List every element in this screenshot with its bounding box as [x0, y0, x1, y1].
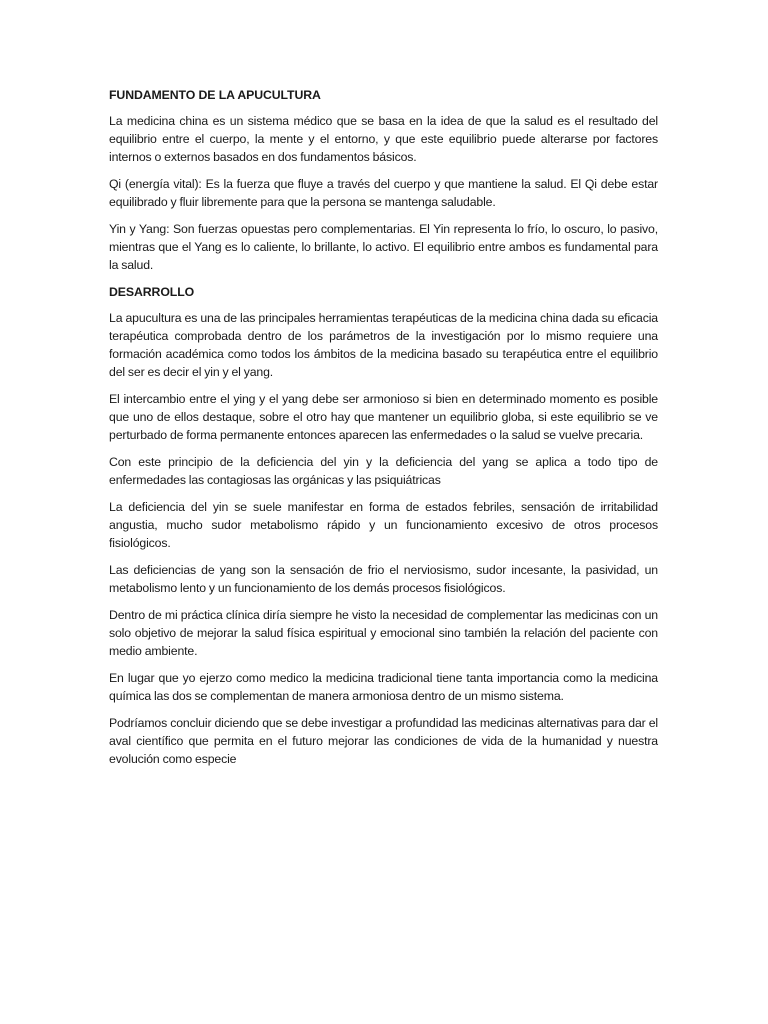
paragraph: Podríamos concluir diciendo que se debe investigar a profundidad las medicinas alternativas para dar el aval científico que permita en el futuro mejorar las condiciones de vida de la humanidad y nuestra evolución como especie [109, 716, 658, 766]
section-heading-desarrollo: DESARROLLO [109, 285, 195, 299]
paragraph: Con este principio de la deficiencia del yin y la deficiencia del yang se aplica a todo tipo de enfermedades las contagiosas las orgánicas y las psiquiátricas [109, 455, 658, 487]
document-body [109, 86, 658, 777]
paragraph: Las deficiencias de yang son la sensación de frio el nerviosismo, sudor incesante, la pasividad, un metabolismo lento y un funcionamiento de los demás procesos fisiológicos. [109, 563, 658, 595]
section-heading-fundamento: FUNDAMENTO DE LA APUCULTURA [109, 88, 321, 102]
paragraph: En lugar que yo ejerzo como medico la medicina tradicional tiene tanta importancia como la medicina química las dos se complementan de manera armoniosa dentro de un mismo sistema. [109, 671, 658, 703]
paragraph: Qi (energía vital): Es la fuerza que fluye a través del cuerpo y que mantiene la salud. El Qi debe estar equilibrado y fluir libremente para que la persona se mantenga saludable. [109, 177, 658, 209]
paragraph: La medicina china es un sistema médico que se basa en la idea de que la salud es el resultado del equilibrio entre el cuerpo, la mente y el entorno, y que este equilibrio puede alterarse por factores internos o externos basados en dos fundamentos básicos. [109, 114, 658, 164]
paragraph: Yin y Yang: Son fuerzas opuestas pero complementarias. El Yin representa lo frío, lo oscuro, lo pasivo, mientras que el Yang es lo caliente, lo brillante, lo activo. El equilibrio entre ambos es fundamental para la salud. [109, 222, 658, 272]
paragraph: La apucultura es una de las principales herramientas terapéuticas de la medicina china dada su eficacia terapéutica comprobada dentro de los parámetros de la investigación por lo mismo requiere una formación académica como todos los ámbitos de la medicina basado su terapéutica entre el equilibrio del ser es decir el yin y el yang. [109, 311, 658, 379]
paragraph: Dentro de mi práctica clínica diría siempre he visto la necesidad de complementar las medicinas con un solo objetivo de mejorar la salud física espiritual y emocional sino también la relación del paciente con medio ambiente. [109, 608, 658, 658]
paragraph: La deficiencia del yin se suele manifestar en forma de estados febriles, sensación de irritabilidad angustia, mucho sudor metabolismo rápido y un funcionamiento excesivo de otros procesos fisiológicos. [109, 500, 658, 550]
paragraph: El intercambio entre el ying y el yang debe ser armonioso si bien en determinado momento es posible que uno de ellos destaque, sobre el otro hay que mantener un equilibrio globa, si este equilibrio se ve perturbado de forma permanente entonces aparecen las enfermedades o la salud se vuelve precaria. [109, 392, 658, 442]
